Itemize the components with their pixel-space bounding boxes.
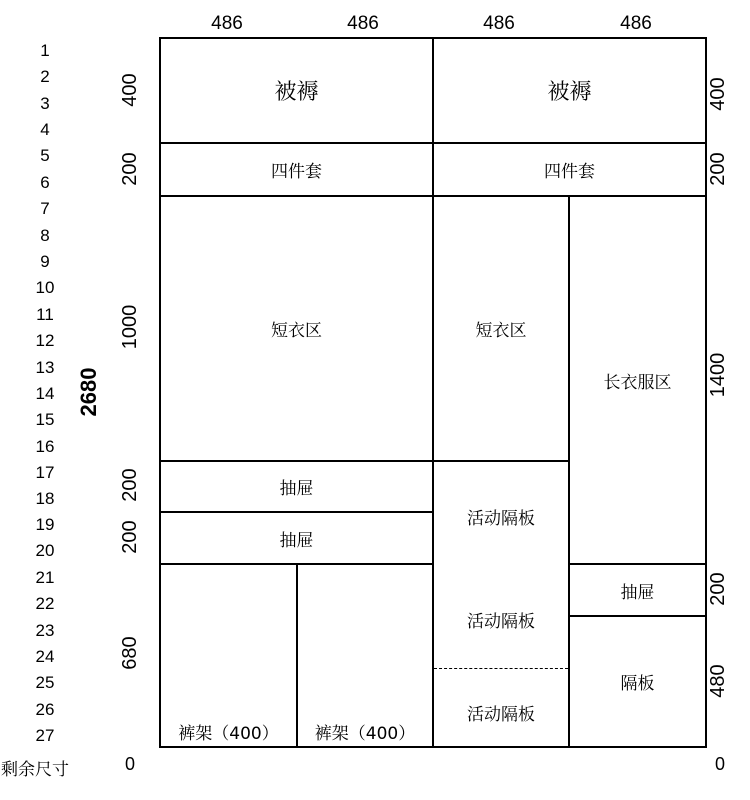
row-number: 22 bbox=[35, 594, 55, 613]
compartment-label: 抽屉 bbox=[620, 582, 655, 603]
left-dimension-quilt: 400 bbox=[119, 73, 141, 107]
total-height-label: 2680 bbox=[76, 367, 101, 417]
row-number: 8 bbox=[40, 226, 50, 245]
row-number: 13 bbox=[35, 358, 55, 377]
compartment-pants-rack-2 bbox=[296, 563, 434, 748]
row-number: 3 bbox=[40, 94, 50, 113]
row-number: 5 bbox=[40, 146, 50, 165]
right-dimension-bedding: 200 bbox=[707, 152, 729, 186]
compartment-drawer-right bbox=[568, 563, 707, 617]
left-dimension-short: 1000 bbox=[119, 304, 141, 350]
left-dimension-drawer-1: 200 bbox=[119, 468, 141, 502]
compartment-bedding-set-right bbox=[432, 142, 707, 197]
compartment-label: 裤架（400） bbox=[314, 724, 416, 744]
compartment-quilt-left bbox=[159, 37, 434, 144]
row-number: 19 bbox=[35, 515, 55, 534]
compartment-drawer-1 bbox=[159, 460, 434, 513]
row-number: 15 bbox=[35, 410, 55, 429]
right-dimension-drawer: 200 bbox=[707, 572, 729, 606]
row-number: 6 bbox=[40, 173, 50, 192]
compartment-label: 抽屉 bbox=[279, 479, 314, 499]
left-dimension-drawer-2: 200 bbox=[119, 520, 141, 554]
row-number: 2 bbox=[40, 67, 50, 86]
row-number: 18 bbox=[35, 489, 55, 508]
compartment-label: 裤架（400） bbox=[178, 724, 279, 744]
compartment-quilt-right bbox=[432, 37, 707, 144]
compartment-label: 四件套 bbox=[544, 162, 595, 182]
row-number: 16 bbox=[35, 437, 55, 456]
row-number: 1 bbox=[40, 41, 50, 60]
row-number: 17 bbox=[35, 463, 55, 482]
compartment-drawer-2 bbox=[159, 511, 434, 565]
column-width-2: 486 bbox=[347, 13, 379, 34]
column-width-3: 486 bbox=[483, 13, 515, 34]
row-number: 10 bbox=[35, 278, 55, 297]
remaining-right-value: 0 bbox=[715, 754, 726, 774]
compartment-short-clothes-right bbox=[432, 195, 570, 462]
row-number: 9 bbox=[40, 252, 50, 271]
row-number: 24 bbox=[35, 647, 55, 666]
compartment-label: 长衣服区 bbox=[603, 372, 672, 393]
compartment-short-clothes-left bbox=[159, 195, 434, 462]
left-dimension-pants: 680 bbox=[119, 636, 141, 670]
right-dimension-quilt: 400 bbox=[707, 77, 729, 111]
row-number: 14 bbox=[35, 384, 55, 403]
remaining-size-label: 剩余尺寸 bbox=[1, 760, 69, 780]
row-number: 25 bbox=[35, 673, 55, 692]
row-number: 12 bbox=[35, 331, 55, 350]
row-number: 20 bbox=[35, 541, 55, 560]
left-dimension-bedding: 200 bbox=[119, 152, 141, 186]
row-number: 23 bbox=[35, 621, 55, 640]
compartment-label: 四件套 bbox=[271, 162, 322, 182]
compartment-label: 活动隔板 bbox=[467, 612, 535, 632]
row-number: 11 bbox=[36, 305, 54, 324]
column-width-1: 486 bbox=[211, 13, 243, 34]
compartment-pants-rack-1 bbox=[159, 563, 298, 748]
compartment-movable-shelves bbox=[432, 460, 570, 748]
right-dimension-shelf: 480 bbox=[707, 664, 729, 698]
compartment-long-clothes bbox=[568, 195, 707, 565]
wardrobe-diagram bbox=[159, 37, 707, 748]
row-number: 21 bbox=[35, 568, 55, 587]
compartment-label: 隔板 bbox=[620, 674, 655, 694]
compartment-label: 短衣区 bbox=[271, 321, 322, 341]
row-number: 7 bbox=[40, 199, 50, 218]
row-number: 4 bbox=[40, 120, 50, 139]
compartment-label: 抽屉 bbox=[279, 530, 314, 551]
compartment-shelf bbox=[568, 615, 707, 748]
compartment-label: 被褥 bbox=[547, 80, 592, 105]
compartment-label: 被褥 bbox=[274, 80, 319, 105]
compartment-label: 活动隔板 bbox=[467, 705, 535, 725]
compartment-label: 短衣区 bbox=[475, 321, 527, 341]
compartment-bedding-set-left bbox=[159, 142, 434, 197]
compartment-label: 活动隔板 bbox=[467, 509, 535, 529]
shelf-divider-dashed bbox=[434, 668, 568, 669]
remaining-left-value: 0 bbox=[125, 754, 136, 774]
right-dimension-long: 1400 bbox=[707, 352, 729, 398]
column-width-4: 486 bbox=[620, 13, 652, 34]
row-number: 27 bbox=[35, 726, 55, 745]
row-number: 26 bbox=[35, 700, 55, 719]
